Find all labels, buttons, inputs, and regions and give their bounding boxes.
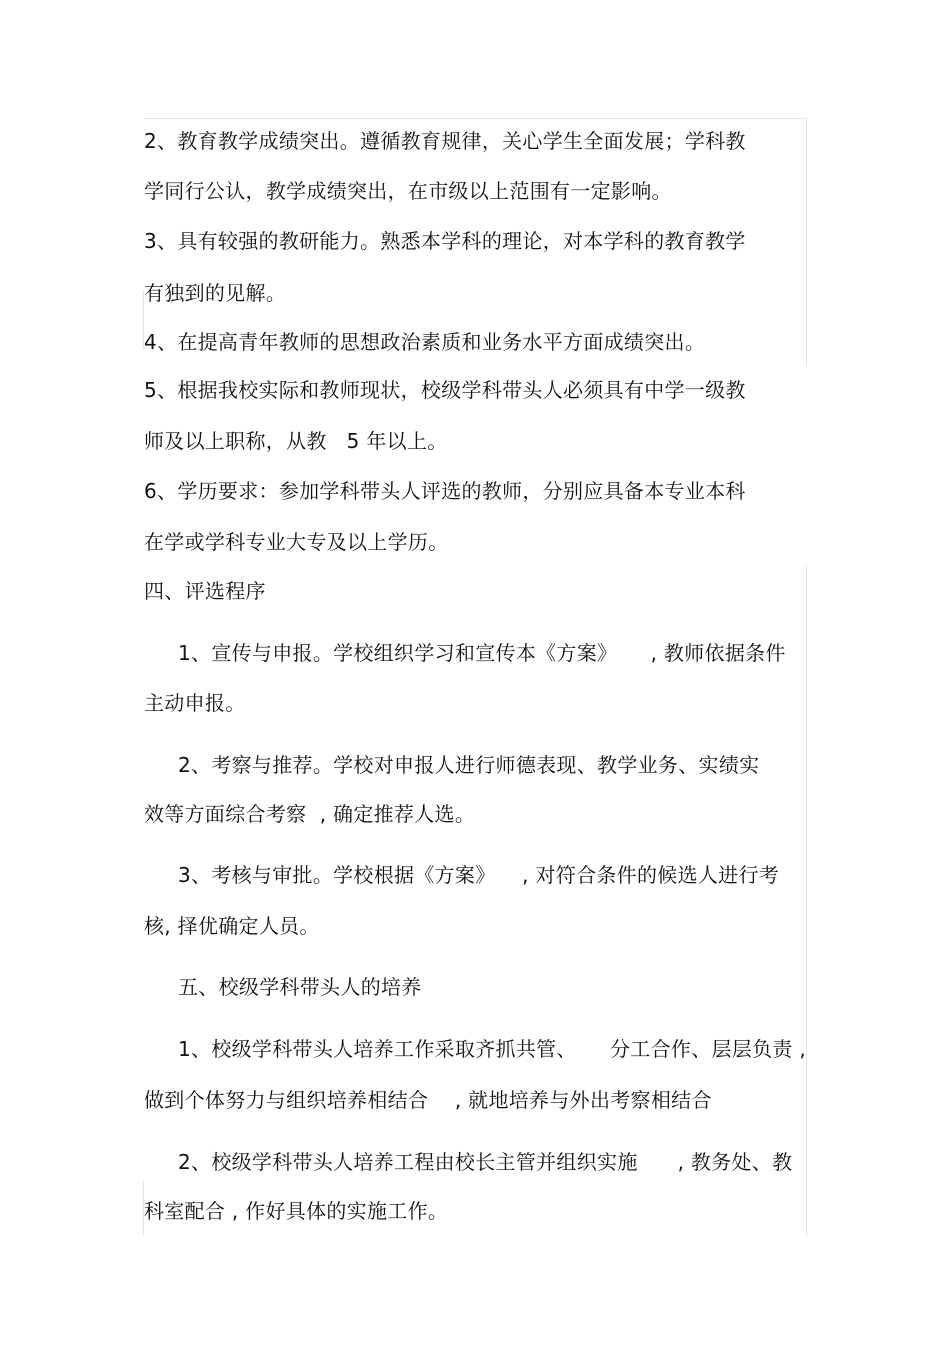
- procedure-3-line-2: 核, 择优确定人员。: [144, 914, 320, 938]
- frame-line-top: [144, 118, 807, 119]
- criteria-6-line-1: 6、学历要求：参加学科带头人评选的教师，分别应具备本专业本科: [144, 479, 746, 503]
- training-2-line-2: 科室配合 , 作好具体的实施工作。: [144, 1199, 449, 1223]
- procedure-2-line-2: 效等方面综合考察 , 确定推荐人选。: [144, 802, 476, 826]
- frame-line-right-lower: [806, 566, 807, 1236]
- procedure-1-line-1: 1、宣传与申报。学校组织学习和宣传本《方案》 , 教师依据条件: [178, 641, 786, 665]
- criteria-2-line-1: 2、教育教学成绩突出。遵循教育规律，关心学生全面发展；学科教: [144, 129, 746, 153]
- procedure-3-line-1: 3、考核与审批。学校根据《方案》 , 对符合条件的候选人进行考: [178, 863, 780, 887]
- training-2-line-1: 2、校级学科带头人培养工程由校长主管并组织实施 , 教务处、教: [178, 1150, 793, 1174]
- criteria-2-line-2: 学同行公认，教学成绩突出，在市级以上范围有一定影响。: [144, 179, 672, 203]
- training-1-line-1: 1、校级学科带头人培养工作采取齐抓共管、 分工合作、层层负责 ,: [178, 1037, 807, 1061]
- criteria-5-line-1: 5、根据我校实际和教师现状，校级学科带头人必须具有中学一级教: [144, 378, 746, 402]
- criteria-4-line-1: 4、在提高青年教师的思想政治素质和业务水平方面成绩突出。: [144, 330, 706, 354]
- section-4-heading: 四、评选程序: [144, 579, 266, 603]
- training-1-line-2: 做到个体努力与组织培养相结合 , 就地培养与外出考察相结合: [144, 1088, 712, 1112]
- criteria-3-line-2: 有独到的见解。: [144, 281, 287, 305]
- criteria-3-line-1: 3、具有较强的教研能力。熟悉本学科的理论，对本学科的教育教学: [144, 229, 746, 253]
- procedure-2-line-1: 2、考察与推荐。学校对申报人进行师德表现、教学业务、实绩实: [178, 753, 760, 777]
- section-5-heading: 五、校级学科带头人的培养: [178, 975, 422, 999]
- procedure-1-line-2: 主动申报。: [144, 691, 246, 715]
- criteria-6-line-2: 在学或学科专业大专及以上学历。: [144, 530, 449, 554]
- criteria-5-line-2: 师及以上职称，从教 5 年以上。: [144, 429, 448, 453]
- frame-line-right-upper: [806, 118, 807, 366]
